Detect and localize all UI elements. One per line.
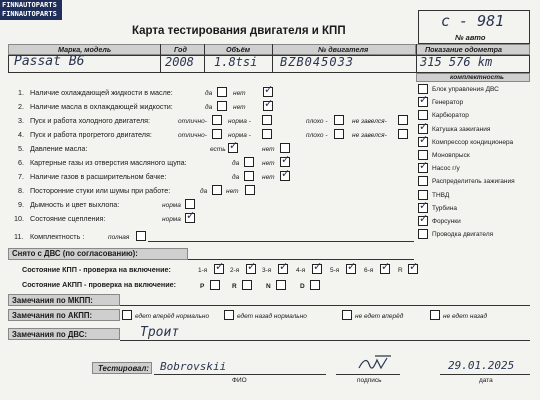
check-mark-icon: ✓ [229,140,239,152]
question-option-label: нет [262,160,275,167]
question-number: 4. [18,130,24,139]
question-option-checkbox[interactable] [244,171,254,181]
question-option-label: нет [262,174,275,181]
completeness-item-label: Карбюратор [432,112,469,120]
check-mark-icon: ✓ [313,261,323,273]
question-number: 7. [18,172,24,181]
question-number: 3. [18,116,24,125]
tester-name: Bobrovskii [160,360,227,373]
completeness-checkbox[interactable] [418,229,428,239]
question-text: Состояние сцепления: [30,214,106,223]
completeness-underline [148,241,414,242]
completeness-checkbox[interactable] [418,120,429,134]
question-option-checkbox[interactable] [217,87,227,97]
gear-checkbox[interactable] [408,261,419,274]
completeness-item-label: Форсунки [432,218,461,225]
question-text: Наличие охлаждающей жидкости в масле: [30,88,173,97]
car-number-value: с - 981 [441,12,505,30]
akpp-position-label: N [266,283,271,290]
question-text: Наличие масла в охлаждающей жидкости: [30,102,173,111]
kpp-auto-label: Состояние АКПП - проверка на включение: [22,280,177,289]
question-option-checkbox[interactable] [280,143,290,153]
question-text: Посторонние стуки или шумы при работе: [30,186,171,195]
completeness-item-label: Распределитель зажигания [432,178,515,186]
odometer-label: Показание одометра [425,45,502,54]
akpp-option-checkbox[interactable] [430,310,440,320]
question-option-checkbox[interactable] [280,168,291,181]
check-mark-icon: ✓ [186,210,196,222]
check-mark-icon: ✓ [419,94,429,107]
gear-checkbox[interactable] [278,261,289,274]
question-number: 8. [18,186,24,195]
question-option-label: нет [262,146,275,153]
question-text: Наличие газов в расширительном бачке: [30,172,167,181]
question-option-label: не завелся- [352,132,387,139]
question-text: Давление масла: [30,144,88,153]
completeness-item-label: Компрессор кондиционера [432,138,514,146]
question-option-label: плохо - [306,118,328,125]
check-mark-icon: ✓ [419,199,429,212]
completeness-item-label: ТНВД [432,191,450,199]
question-text: Комплектность : [30,232,85,241]
akpp-option-label: не едет вперёд [355,313,404,320]
question-option-checkbox[interactable] [398,115,408,125]
question-option-label: норма [162,216,181,223]
page-title: Карта тестирования двигателя и КПП [132,25,346,37]
completeness-checkbox[interactable] [418,199,429,213]
check-mark-icon: ✓ [419,133,429,146]
check-mark-icon: ✓ [409,261,419,273]
question-option-checkbox[interactable] [245,185,255,195]
question-option-checkbox[interactable] [262,115,272,125]
akpp-position-label: D [300,283,305,290]
check-mark-icon: ✓ [264,84,274,96]
question-text: Картерные газы из отверстия масляного щупа: [30,158,187,167]
gear-label: 6-я [364,267,374,274]
question-option-checkbox[interactable] [334,129,344,139]
akpp-position-checkbox[interactable] [242,280,252,290]
akpp-notes-label: Замечания по АКПП: [12,311,93,320]
completeness-checkbox[interactable] [418,160,429,173]
question-option-label: не завелся- [352,118,387,125]
completeness-item-label: Насос г/у [432,165,460,173]
completeness-item-label: Моновпрыск [432,152,470,159]
completeness-item-label: Генератор [432,99,464,107]
kpp-manual-label: Состояние КПП - проверка на включение: [22,265,171,274]
question-option-checkbox[interactable] [212,115,222,125]
gear-label: 4-я [296,267,306,274]
check-mark-icon: ✓ [215,261,225,273]
signature-label: подпись [357,377,382,384]
question-number: 1. [18,88,24,97]
question-option-label: нет [226,188,239,195]
question-option-label: есть [210,146,226,153]
gear-label: 1-я [198,267,208,274]
completeness-checkbox[interactable] [418,110,428,120]
signature [355,352,395,374]
completeness-checkbox[interactable] [418,213,429,226]
question-number: 11. [14,232,24,241]
check-mark-icon: ✓ [419,160,429,173]
question-option-checkbox[interactable] [334,115,344,125]
question-option-checkbox[interactable] [244,157,254,167]
question-option-checkbox[interactable] [185,199,195,209]
completeness-checkbox[interactable] [418,176,428,186]
akpp-option-checkbox[interactable] [342,310,352,320]
volume-value: 1.8tsi [214,55,258,69]
year-label: Год [174,45,187,54]
question-option-checkbox[interactable] [280,154,291,167]
car-number-box [418,10,530,44]
dvs-notes-label: Замечания по ДВС: [12,330,87,339]
engine-no-label: № двигателя [318,45,369,54]
odometer-value: 315 576 km [420,55,493,69]
check-mark-icon: ✓ [347,261,357,273]
completeness-checkbox[interactable] [418,190,428,200]
question-option-checkbox[interactable] [136,231,146,241]
check-mark-icon: ✓ [279,261,289,273]
akpp-position-checkbox[interactable] [276,280,286,290]
gear-label: 5-я [330,267,340,274]
akpp-option-checkbox[interactable] [224,310,234,320]
make-value: Passat B6 [14,54,85,69]
question-number: 10. [14,214,24,223]
gear-label: 2-я [230,267,240,274]
akpp-option-label: едет назад нормально [237,313,307,320]
gear-label: 3-я [262,267,272,274]
gear-checkbox[interactable] [312,261,323,274]
completeness-checkbox[interactable] [418,133,429,147]
question-number: 6. [18,158,24,167]
question-option-label: да [232,174,240,181]
question-number: 2. [18,102,24,111]
question-option-checkbox[interactable] [217,101,227,111]
akpp-option-label: едет вперёд нормально [135,313,210,320]
question-option-label: полная [108,234,130,241]
question-text: Дымность и цвет выхлопа: [30,200,120,209]
akpp-position-checkbox[interactable] [210,280,220,290]
akpp-position-label: R [232,283,237,290]
check-mark-icon: ✓ [264,98,274,110]
question-number: 9. [18,200,24,209]
completeness-checkbox[interactable] [418,84,428,94]
question-option-label: нет [233,104,246,111]
question-option-label: норма - [228,118,251,125]
check-mark-icon: ✓ [281,168,291,180]
year-value: 2008 [165,55,194,69]
volume-label: Объём [226,45,251,54]
make-label: Марка, модель [58,45,112,54]
removed-label: Снято с ДВС (по согласованию): [12,249,138,258]
logo-line-2: FINNAUTOPARTS [2,10,57,18]
question-option-label: норма - [228,132,251,139]
question-option-label: да [232,160,240,167]
question-option-checkbox[interactable] [398,129,408,139]
completeness-item-label: Катушка зажигания [432,125,491,133]
question-text: Пуск и работа холодного двигателя: [30,116,151,125]
question-option-label: отлично- [178,118,207,125]
date-label: дата [479,377,493,384]
date-value: 29.01.2025 [448,359,515,372]
gear-checkbox[interactable] [246,261,257,274]
question-option-label: норма [162,202,181,209]
question-text: Пуск и работа прогретого двигателя: [30,130,152,139]
check-mark-icon: ✓ [419,120,429,133]
car-number-label: № авто [455,33,486,42]
question-option-checkbox[interactable] [263,98,274,111]
question-option-label: нет [233,90,246,97]
completeness-checkbox[interactable] [418,94,429,107]
fio-label: ФИО [232,377,247,384]
akpp-position-label: P [200,283,205,290]
check-mark-icon: ✓ [419,213,429,225]
completeness-title: комплектность [450,74,504,81]
akpp-option-label: не едет назад [443,313,488,320]
gear-checkbox[interactable] [380,261,391,274]
gear-checkbox[interactable] [346,261,357,274]
question-option-checkbox[interactable] [263,84,274,97]
check-mark-icon: ✓ [381,261,391,273]
completeness-item-label: Проводка двигателя [432,231,494,239]
logo [0,0,62,20]
gear-checkbox[interactable] [214,261,225,274]
question-option-label: отлично- [178,132,207,139]
question-option-checkbox[interactable] [212,185,222,195]
question-option-checkbox[interactable] [212,129,222,139]
engine-no-value: BZB045033 [280,55,355,69]
question-option-label: да [205,90,213,97]
dvs-notes-value: Троит [140,325,180,340]
question-option-checkbox[interactable] [185,210,196,223]
question-number: 5. [18,144,24,153]
completeness-item-label: Турбина [432,204,457,212]
akpp-position-checkbox[interactable] [310,280,320,290]
mkpp-notes-label: Замечания по МКПП: [12,296,93,305]
tested-label: Тестировал: [98,364,149,373]
completeness-item-label: Блок управления ДВС [432,86,499,93]
akpp-option-checkbox[interactable] [122,310,132,320]
question-option-checkbox[interactable] [228,140,239,153]
check-mark-icon: ✓ [247,261,257,273]
question-option-label: плохо - [306,132,328,139]
check-mark-icon: ✓ [281,154,291,166]
question-option-label: да [205,104,213,111]
completeness-checkbox[interactable] [418,150,428,160]
question-option-label: да [200,188,208,195]
gear-label: R [398,267,403,274]
question-option-checkbox[interactable] [262,129,272,139]
logo-line-1: FINNAUTOPARTS [2,1,57,9]
